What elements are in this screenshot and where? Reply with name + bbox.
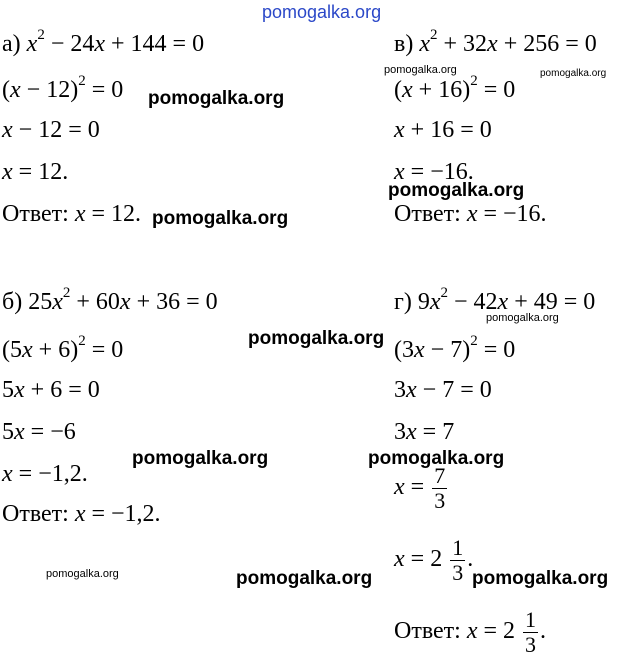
problem-g-step-5: x = 2 $\frac{1}{3}$ . bbox=[394, 535, 474, 585]
watermark-link[interactable]: pomogalka.org bbox=[540, 68, 607, 79]
fraction-1-3-answer: $\frac{1}{3}$ bbox=[525, 607, 537, 657]
watermark-link[interactable]: pomogalka.org bbox=[368, 448, 505, 469]
problem-a-step-1: $(x - 12)^2 = 0$ bbox=[2, 73, 124, 103]
problem-g-step-4: x = $\frac{7}{3}$ bbox=[394, 463, 446, 513]
problem-b-equation: б) $25x^2 + 60x + 36 = 0$ bbox=[2, 285, 218, 315]
problem-a-answer: Ответ: x = 12. bbox=[2, 201, 142, 227]
problem-a-equation: а) $x^2 - 24x + 144 = 0$ bbox=[2, 27, 205, 57]
problem-g-label: г) bbox=[394, 289, 412, 315]
watermark-top[interactable]: pomogalka.org bbox=[262, 2, 382, 22]
watermark-link[interactable]: pomogalka.org bbox=[472, 568, 609, 589]
fraction-1-3: $\frac{1}{3}$ bbox=[452, 535, 464, 585]
watermark-link[interactable]: pomogalka.org bbox=[46, 568, 119, 580]
problem-v-step-3: x = −16. bbox=[394, 159, 474, 185]
problem-a-step-3: x = 12. bbox=[2, 159, 69, 185]
watermark-link[interactable]: pomogalka.org bbox=[388, 180, 525, 201]
problem-b-label: б) bbox=[2, 289, 23, 315]
watermark-link[interactable]: pomogalka.org bbox=[148, 88, 285, 109]
problem-b-step-4: x = −1,2. bbox=[2, 461, 88, 487]
problem-v-answer: Ответ: x = −16. bbox=[394, 201, 547, 227]
problem-v-step-2: x + 16 = 0 bbox=[394, 117, 492, 143]
problem-b-step-3: 5x = −6 bbox=[2, 419, 76, 445]
problem-g-step-1: $(3x - 7)^2 = 0$ bbox=[394, 333, 516, 363]
problem-v-equation: в) $x^2 + 32x + 256 = 0$ bbox=[394, 27, 597, 57]
watermark-link[interactable]: pomogalka.org bbox=[248, 328, 385, 349]
problem-b-step-1: $(5x + 6)^2 = 0$ bbox=[2, 333, 124, 363]
problem-a-step-2: x − 12 = 0 bbox=[2, 117, 100, 143]
watermark-link[interactable]: pomogalka.org bbox=[236, 568, 373, 589]
problem-v-label: в) bbox=[394, 31, 414, 57]
watermark-link[interactable]: pomogalka.org bbox=[486, 312, 559, 324]
problem-g-step-3: 3x = 7 bbox=[394, 419, 455, 445]
problem-b-step-2: 5x + 6 = 0 bbox=[2, 377, 100, 403]
watermark-link[interactable]: pomogalka.org bbox=[152, 208, 289, 229]
fraction-7-3: $\frac{7}{3}$ bbox=[434, 463, 446, 513]
problem-b-answer: Ответ: x = −1,2. bbox=[2, 501, 161, 527]
watermark-link[interactable]: pomogalka.org bbox=[132, 448, 269, 469]
problem-a-label: а) bbox=[2, 31, 21, 57]
watermark-link[interactable]: pomogalka.org bbox=[384, 64, 457, 76]
problem-g-step-2: 3x − 7 = 0 bbox=[394, 377, 492, 403]
problem-g-equation: г) $9x^2 - 42x + 49 = 0$ bbox=[394, 285, 596, 315]
problem-g-answer: Ответ: x = 2 $\frac{1}{3}$ . bbox=[394, 607, 547, 657]
problem-v-step-1: $(x + 16)^2 = 0$ bbox=[394, 73, 516, 103]
